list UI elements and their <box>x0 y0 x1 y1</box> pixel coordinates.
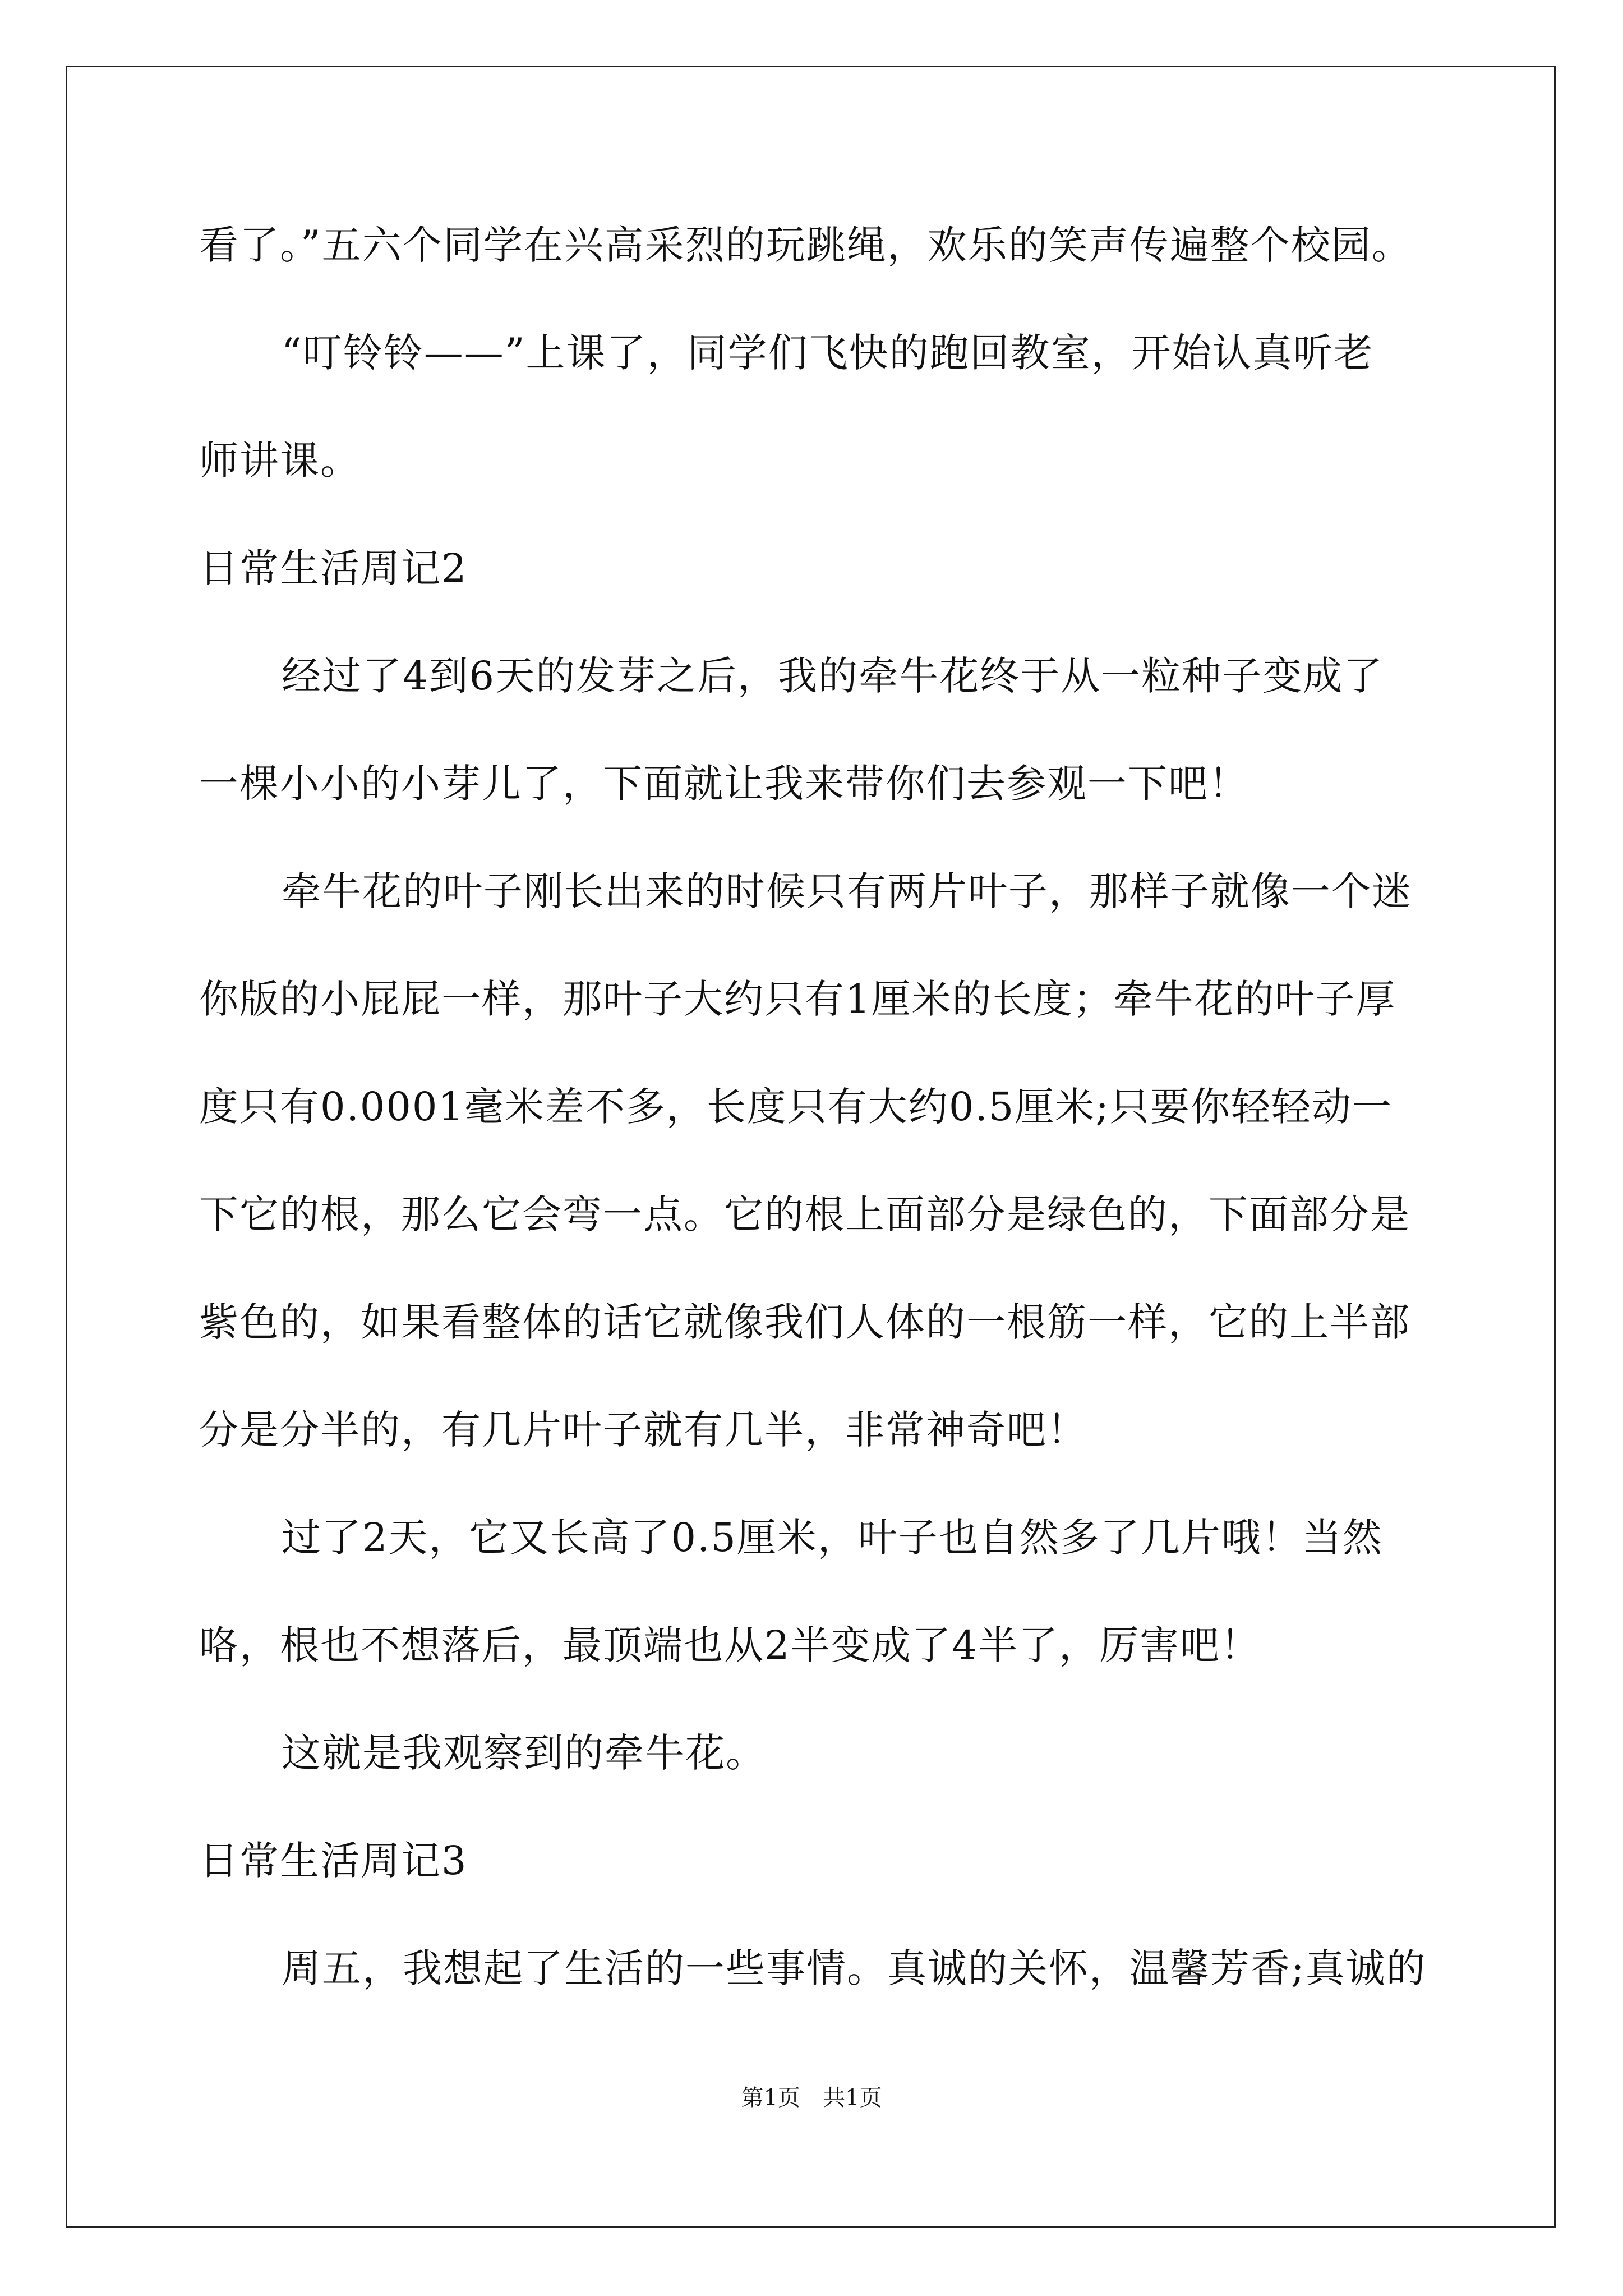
page-footer: 第1页 共1页 <box>741 2085 882 2111</box>
text-line-15: 这就是我观察到的牵牛花。 <box>282 1730 766 1776</box>
text-line-9: 度只有0.0001毫米差不多，长度只有大约0.5厘米;只要你轻轻动一 <box>199 1084 1393 1130</box>
text-line-10: 下它的根，那么它会弯一点。它的根上面部分是绿色的，下面部分是 <box>199 1191 1410 1237</box>
text-line-17: 周五，我想起了生活的一些事情。真诚的关怀，温馨芳香;真诚的 <box>282 1945 1427 1991</box>
section-heading-2: 日常生活周记2 <box>199 545 468 591</box>
text-line-5: 经过了4到6天的发芽之后，我的牵牛花终于从一粒种子变成了 <box>282 653 1384 699</box>
text-line-12: 分是分半的，有几片叶子就有几半，非常神奇吧！ <box>199 1407 1087 1453</box>
text-line-14: 咯，根也不想落后，最顶端也从2半变成了4半了，厉害吧！ <box>199 1622 1261 1668</box>
text-line-2: “叮铃铃——”上课了，同学们飞快的跑回教室，开始认真听老 <box>282 330 1374 376</box>
text-line-11: 紫色的，如果看整体的话它就像我们人体的一根筋一样，它的上半部 <box>199 1299 1410 1345</box>
document-body <box>199 211 1433 2042</box>
section-heading-3: 日常生活周记3 <box>199 1838 468 1884</box>
text-line-8: 你版的小屁屁一样，那叶子大约只有1厘米的长度；牵牛花的叶子厚 <box>199 976 1396 1022</box>
text-line-7: 牵牛花的叶子刚长出来的时候只有两片叶子，那样子就像一个迷 <box>282 868 1412 914</box>
text-line-6: 一棵小小的小芽儿了，下面就让我来带你们去参观一下吧！ <box>199 761 1249 807</box>
text-line-13: 过了2天，它又长高了0.5厘米，叶子也自然多了几片哦！当然 <box>282 1515 1383 1561</box>
text-line-3: 师讲课。 <box>199 438 361 484</box>
text-line-1: 看了。”五六个同学在兴高采烈的玩跳绳，欢乐的笑声传遍整个校园。 <box>199 222 1412 268</box>
